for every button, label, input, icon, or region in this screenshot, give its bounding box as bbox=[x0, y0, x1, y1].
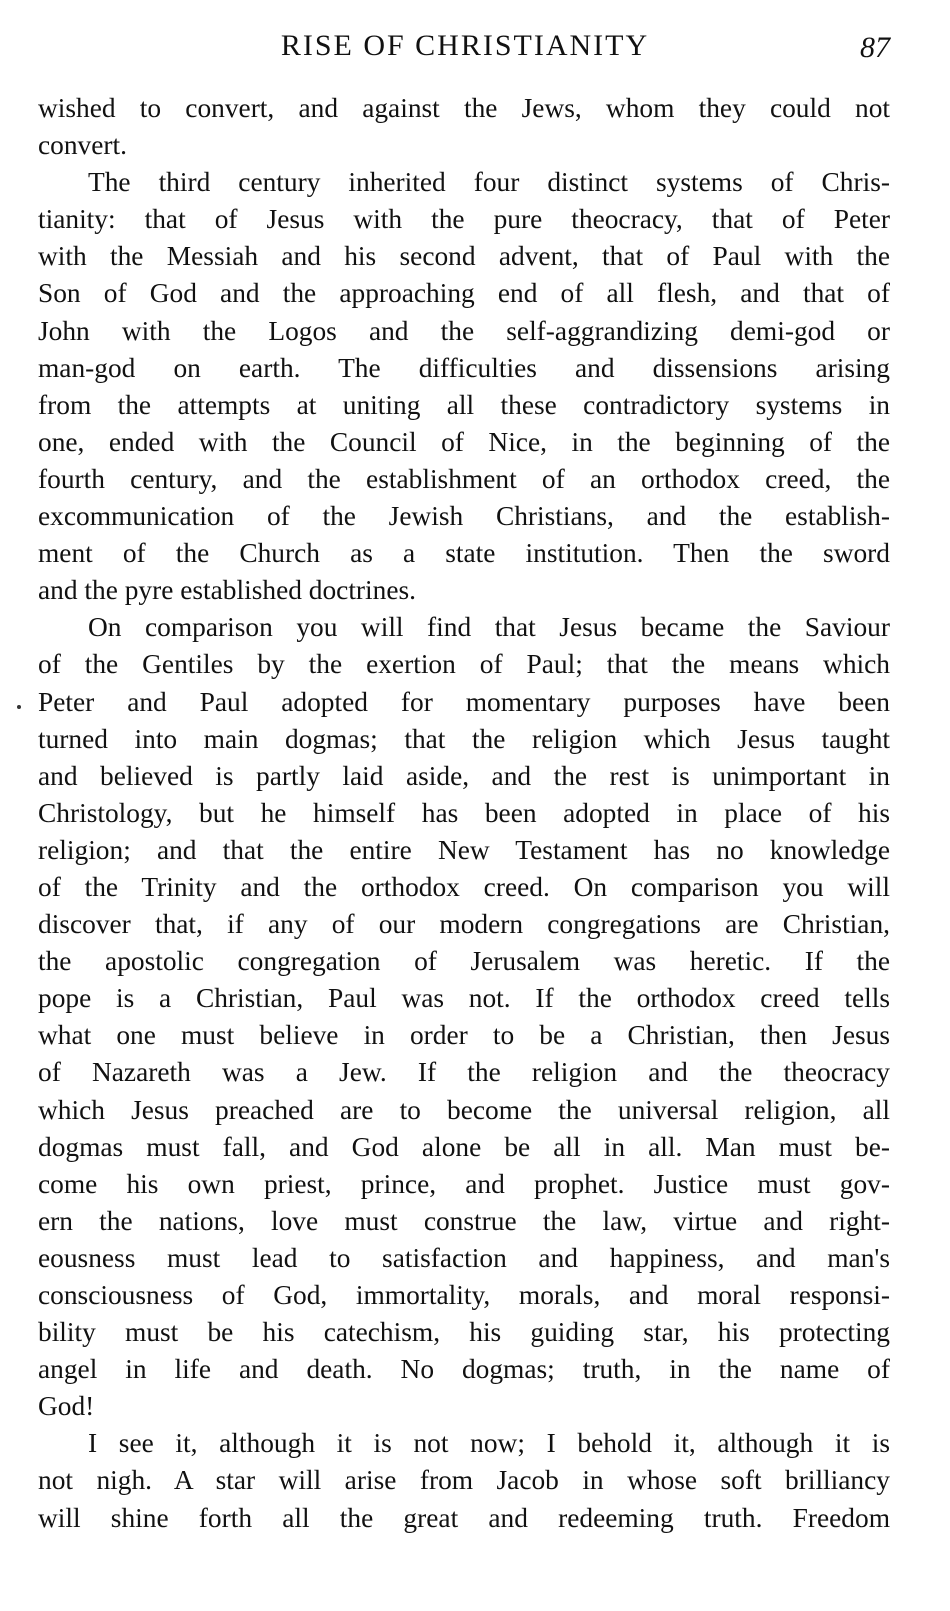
text-line: Son of God and the approaching end of all flesh, and that of bbox=[38, 278, 890, 309]
text-line: turned into main dogmas; that the religion which Jesus taught bbox=[38, 723, 890, 754]
text-line: John with the Logos and the self-aggrandizing demi-god or bbox=[38, 315, 890, 346]
text-line: wished to convert, and against the Jews, whom they could not bbox=[38, 93, 890, 123]
text-line: discover that, if any of our modern congregations are Christian, bbox=[38, 909, 890, 940]
text-line: The third century inherited four distinct systems of Chris- bbox=[88, 167, 890, 198]
text-line: come his own priest, prince, and prophet. Justice must gov- bbox=[38, 1168, 890, 1199]
paragraph-2 bbox=[38, 164, 890, 609]
text-line: with the Messiah and his second advent, that of Paul with the bbox=[38, 241, 890, 272]
text-line: which Jesus preached are to become the universal religion, all bbox=[38, 1094, 890, 1125]
text-line: I see it, although it is not now; I behold it, although it is bbox=[88, 1428, 890, 1459]
margin-mark bbox=[17, 705, 21, 709]
text-line: of the Trinity and the orthodox creed. On comparison you will bbox=[38, 871, 890, 902]
text-line: religion; and that the entire New Testament has no knowledge bbox=[38, 834, 890, 865]
running-title: RISE OF CHRISTIANITY bbox=[280, 29, 650, 62]
text-line: of Nazareth was a Jew. If the religion and the theocracy bbox=[38, 1057, 890, 1088]
text-line: bility must be his catechism, his guiding star, his protecting bbox=[38, 1317, 890, 1348]
text-line: fourth century, and the establishment of an orthodox creed, the bbox=[38, 463, 890, 494]
text-line: ern the nations, love must construe the law, virtue and right- bbox=[38, 1205, 890, 1236]
page-number: 87 bbox=[860, 31, 890, 64]
paragraph-1 bbox=[38, 90, 890, 164]
text-line: convert. bbox=[38, 130, 127, 161]
text-line: angel in life and death. No dogmas; truth, in the name of bbox=[38, 1354, 890, 1385]
text-line: the apostolic congregation of Jerusalem was heretic. If the bbox=[38, 946, 890, 977]
text-line: consciousness of God, immortality, morals, and moral responsi- bbox=[38, 1280, 890, 1310]
body-text bbox=[38, 90, 890, 1537]
text-line: what one must believe in order to be a Christian, then Jesus bbox=[38, 1020, 890, 1051]
text-line: pope is a Christian, Paul was not. If the orthodox creed tells bbox=[38, 983, 890, 1014]
text-line: excommunication of the Jewish Christians, and the establish- bbox=[38, 501, 890, 532]
text-line: On comparison you will find that Jesus became the Saviour bbox=[88, 612, 890, 643]
text-line: and believed is partly laid aside, and the rest is unimportant in bbox=[38, 760, 890, 791]
text-line: Peter and Paul adopted for momentary purposes have been bbox=[38, 686, 890, 717]
text-line: will shine forth all the great and redeeming truth. Freedom bbox=[38, 1502, 890, 1533]
text-line: God! bbox=[38, 1391, 95, 1422]
paragraph-3 bbox=[38, 609, 890, 1425]
text-line: from the attempts at uniting all these contradictory systems in bbox=[38, 389, 890, 420]
text-line: Christology, but he himself has been adopted in place of his bbox=[38, 797, 890, 828]
text-line: dogmas must fall, and God alone be all in all. Man must be- bbox=[38, 1131, 890, 1162]
paragraph-4 bbox=[38, 1425, 890, 1536]
text-line: of the Gentiles by the exertion of Paul; that the means which bbox=[38, 649, 890, 680]
text-line: one, ended with the Council of Nice, in the beginning of the bbox=[38, 426, 890, 457]
text-line: eousness must lead to satisfaction and happiness, and man's bbox=[38, 1242, 890, 1273]
running-head bbox=[38, 26, 892, 70]
text-line: not nigh. A star will arise from Jacob in whose soft brilliancy bbox=[38, 1465, 890, 1496]
text-line: man-god on earth. The difficulties and dissensions arising bbox=[38, 352, 890, 383]
text-line: and the pyre established doctrines. bbox=[38, 575, 417, 606]
text-line: ment of the Church as a state institution. Then the sword bbox=[38, 538, 890, 569]
text-line: tianity: that of Jesus with the pure theocracy, that of Peter bbox=[38, 204, 890, 235]
